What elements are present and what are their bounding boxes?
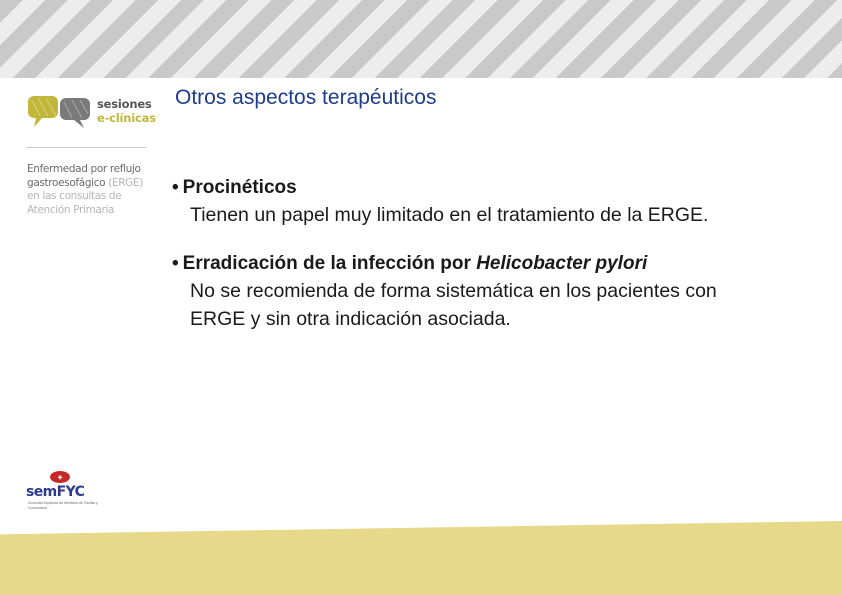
logo-text-eclinicas: e-clínicas [97,111,156,125]
sidebar-line-2 [27,177,152,191]
bullet-dot: • [172,177,179,198]
bullet-heading [172,251,812,277]
sidebar-line-4: Atención Primaria [27,203,115,216]
sidebar-line-2-suffix: (ERGE) [105,176,144,189]
bullet-heading-text: Procinéticos [182,177,297,198]
bullet-body: No se recomienda de forma sistemática en los pacientes con ERGE y sin otra indicación asociada. [190,280,717,330]
bullet-body: Tienen un papel muy limitado en el tratamiento de la ERGE. [190,204,709,226]
sidebar-session-title [27,163,152,217]
top-stripe-banner [0,0,842,78]
bullet-item [172,251,812,333]
sidebar-line-2-text: gastroesofágico [27,176,106,189]
sidebar-line-3: en las consultas de [27,190,122,202]
bottom-accent-band [0,521,842,595]
bullet-heading [172,175,812,201]
semfyc-emblem-icon [49,470,71,484]
bullet-heading-text: Erradicación de la infección por [182,253,477,274]
bullet-dot: • [172,253,179,274]
bullet-item [172,175,812,229]
sidebar-line-1: Enfermedad por reflujo [27,163,141,175]
semfyc-name: semFYC [26,484,85,500]
speech-bubbles-icon [26,94,94,130]
semfyc-subtitle: Sociedad Española de Medicina de Familia y Comunitaria [28,501,98,510]
sidebar-divider [26,147,146,148]
bullet-heading-italic: Helicobacter pylori [476,253,648,274]
sesiones-eclinicas-logo [26,94,156,130]
logo-text-sesiones: sesiones [97,97,152,111]
slide-title: Otros aspectos terapéuticos [175,86,437,109]
semfyc-logo [26,470,106,514]
svg-text:✚: ✚ [57,474,63,482]
bullet-list [172,175,812,355]
